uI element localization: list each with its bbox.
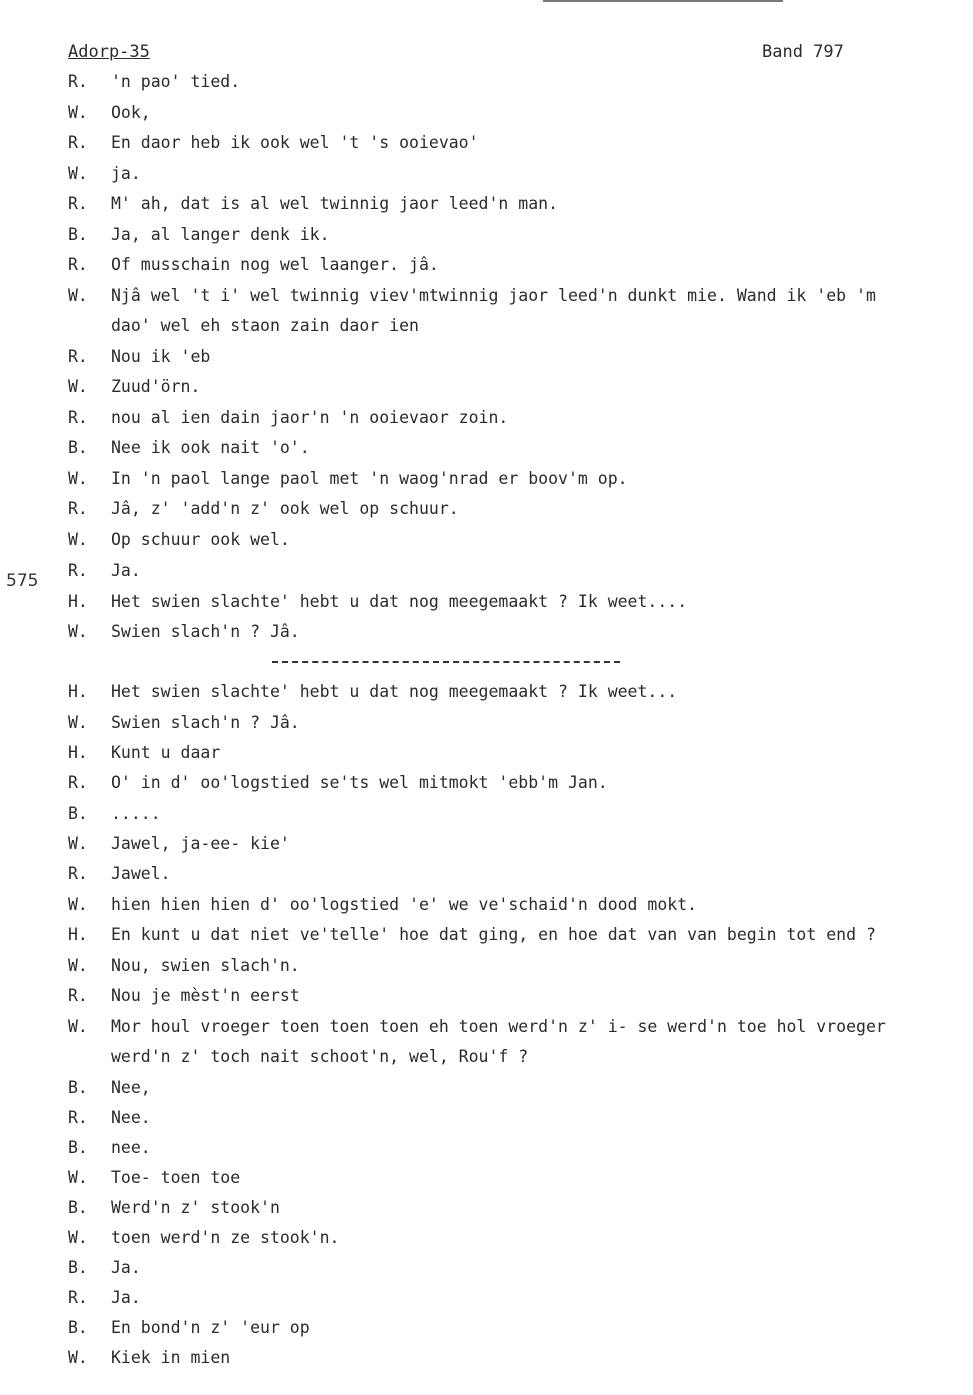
section-separator [272,661,620,663]
utterance-text: Swien slach'n ? Jâ. [111,713,300,732]
speaker-label: W. [68,377,88,396]
speaker-label: W. [68,713,88,732]
speaker-label: B. [68,1078,88,1097]
utterance-text: Zuud'örn. [111,377,201,396]
speaker-label: R. [68,773,88,792]
utterance-text: Of musschain nog wel laanger. jâ. [111,255,439,274]
speaker-label: W. [68,1348,88,1367]
top-rule [543,0,783,2]
speaker-label: H. [68,682,88,701]
utterance-text: Jawel. [111,864,171,883]
speaker-label: W. [68,622,88,641]
speaker-label: R. [68,561,88,580]
speaker-label: H. [68,925,88,944]
utterance-text: Het swien slachte' hebt u dat nog meegemaakt ? Ik weet... [111,682,678,701]
speaker-label: W. [68,286,88,305]
speaker-label: H. [68,592,88,611]
speaker-label: R. [68,864,88,883]
utterance-text: Nee, [111,1078,151,1097]
utterance-text: O' in d' oo'logstied se'ts wel mitmokt 'ebb'm Jan. [111,773,608,792]
utterance-text: Nee. [111,1108,151,1127]
utterance-text: Nou je mèst'n eerst [111,986,300,1005]
speaker-label: W. [68,1168,88,1187]
speaker-label: R. [68,1288,88,1307]
utterance-text: Ook, [111,103,151,122]
utterance-text: nou al ien dain jaor'n 'n ooievaor zoin. [111,408,509,427]
speaker-label: R. [68,499,88,518]
speaker-label: W. [68,1017,88,1036]
speaker-label: W. [68,164,88,183]
utterance-text: Nou ik 'eb [111,347,211,366]
speaker-label: R. [68,1108,88,1127]
speaker-label: R. [68,408,88,427]
speaker-label: B. [68,804,88,823]
speaker-label: H. [68,743,88,762]
utterance-text: En bond'n z' 'eur op [111,1318,310,1337]
utterance-text: ja. [111,164,141,183]
utterance-text: Ja. [111,1258,141,1277]
utterance-text: toen werd'n ze stook'n. [111,1228,340,1247]
utterance-text: nee. [111,1138,151,1157]
speaker-label: B. [68,1138,88,1157]
speaker-label: B. [68,225,88,244]
utterance-text: In 'n paol lange paol met 'n waog'nrad er boov'm op. [111,469,628,488]
utterance-text: Kiek in mien [111,1348,231,1367]
utterance-text: Jawel, ja-ee- kie' [111,834,290,853]
utterance-text: Njâ wel 't i' wel twinnig viev'mtwinnig jaor leed'n dunkt mie. Wand ik 'eb 'm [111,286,876,305]
speaker-label: W. [68,895,88,914]
speaker-label: R. [68,72,88,91]
speaker-label: B. [68,1198,88,1217]
utterance-text: Op schuur ook wel. [111,530,290,549]
utterance-text: Swien slach'n ? Jâ. [111,622,300,641]
utterance-text: 'n pao' tied. [111,72,241,91]
speaker-label: W. [68,1228,88,1247]
speaker-label: R. [68,986,88,1005]
speaker-label: W. [68,530,88,549]
speaker-label: R. [68,194,88,213]
speaker-label: W. [68,956,88,975]
utterance-text: dao' wel eh staon zain daor ien [111,316,419,335]
speaker-label: W. [68,469,88,488]
margin-number: 575 [6,571,39,591]
speaker-label: R. [68,347,88,366]
speaker-label: B. [68,438,88,457]
utterance-text: En daor heb ik ook wel 't 's ooievao' [111,133,479,152]
utterance-text: Mor houl vroeger toen toen toen eh toen werd'n z' i- se werd'n toe hol vroeger [111,1017,886,1036]
speaker-label: B. [68,1258,88,1277]
utterance-text: Ja. [111,1288,141,1307]
utterance-text: M' ah, dat is al wel twinnig jaor leed'n man. [111,194,559,213]
utterance-text: hien hien hien d' oo'logstied 'e' we ve'schaid'n dood mokt. [111,895,698,914]
utterance-text: Werd'n z' stook'n [111,1198,280,1217]
utterance-text: Kunt u daar [111,743,221,762]
utterance-text: Ja, al langer denk ik. [111,225,330,244]
utterance-text: werd'n z' toch nait schoot'n, wel, Rou'f ? [111,1047,529,1066]
utterance-text: Nee ik ook nait 'o'. [111,438,310,457]
speaker-label: R. [68,255,88,274]
document-id: Adorp-35 [68,42,150,62]
speaker-label: W. [68,103,88,122]
utterance-text: Nou, swien slach'n. [111,956,300,975]
tape-number: Band 797 [762,42,844,62]
utterance-text: En kunt u dat niet ve'telle' hoe dat ging, en hoe dat van van begin tot end ? [111,925,876,944]
utterance-text: Het swien slachte' hebt u dat nog meegemaakt ? Ik weet.... [111,592,688,611]
speaker-label: W. [68,834,88,853]
speaker-label: B. [68,1318,88,1337]
utterance-text: Toe- toen toe [111,1168,241,1187]
utterance-text: Ja. [111,561,141,580]
utterance-text: ..... [111,804,161,823]
utterance-text: Jâ, z' 'add'n z' ook wel op schuur. [111,499,459,518]
speaker-label: R. [68,133,88,152]
